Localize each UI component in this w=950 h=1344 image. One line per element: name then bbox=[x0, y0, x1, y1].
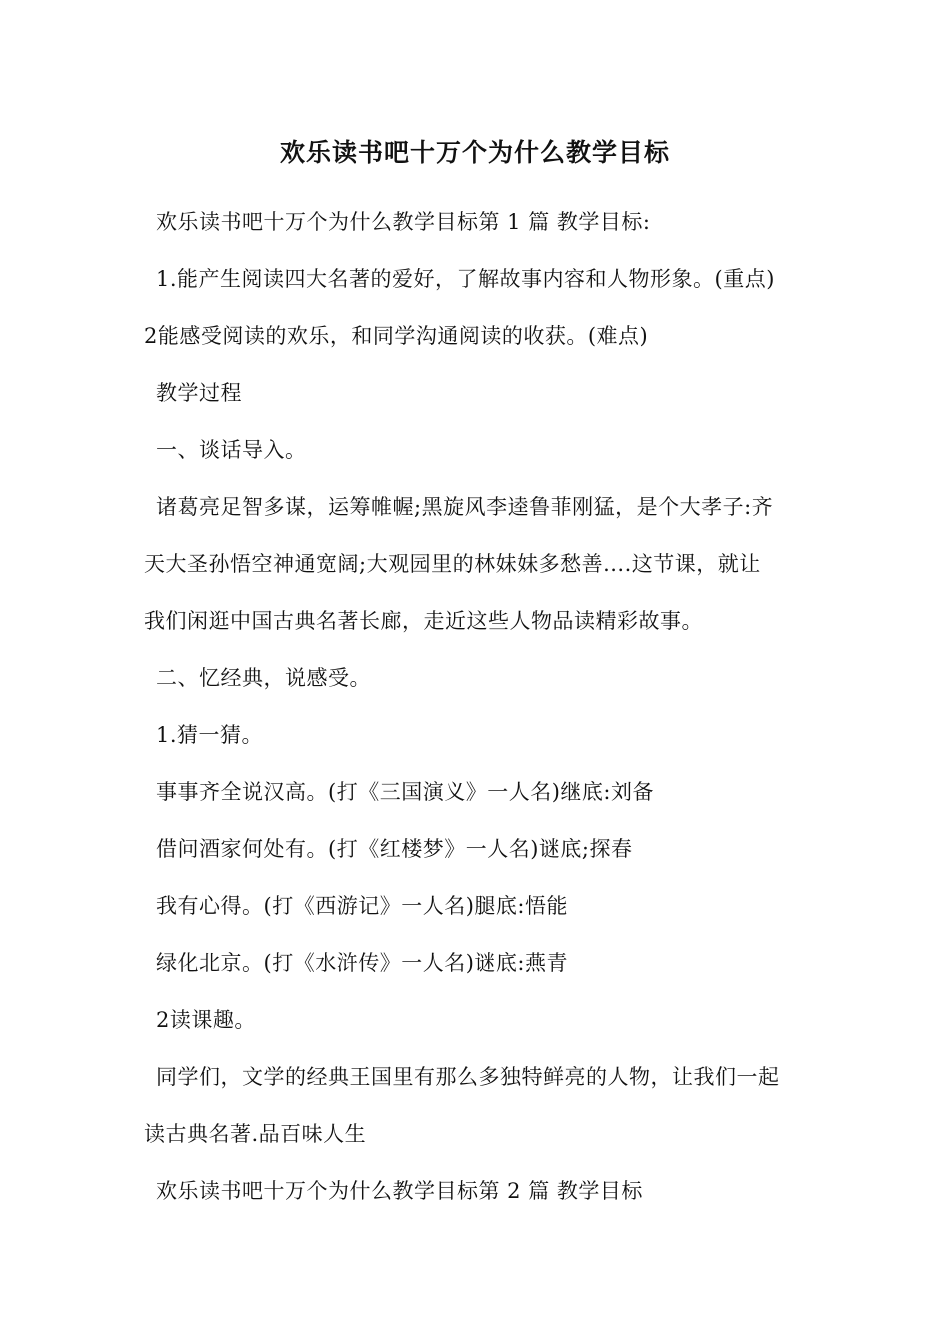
paragraph-line: 同学们，文学的经典王国里有那么多独特鲜亮的人物，让我们一起 bbox=[156, 1065, 780, 1089]
document-title: 欢乐读书吧十万个为什么教学目标 bbox=[279, 138, 670, 167]
paragraph-line: 我们闲逛中国古典名著长廊，走近这些人物品读精彩故事。 bbox=[144, 609, 703, 633]
section-heading-1: 欢乐读书吧十万个为什么教学目标第 1 篇 教学目标: bbox=[156, 210, 651, 234]
riddle-line: 绿化北京。(打《水浒传》一人名)谜底:燕青 bbox=[156, 951, 568, 975]
subsection-heading: 2读课趣。 bbox=[156, 1008, 256, 1032]
step-2-heading: 二、忆经典，说感受。 bbox=[156, 666, 371, 690]
paragraph-line: 读古典名著.品百味人生 bbox=[144, 1122, 367, 1146]
riddle-line: 我有心得。(打《西游记》一人名)腿底:悟能 bbox=[156, 894, 568, 918]
subsection-heading: 1.猜一猜。 bbox=[156, 723, 264, 747]
process-heading: 教学过程 bbox=[156, 381, 242, 405]
riddle-line: 借问酒家何处有。(打《红楼梦》一人名)谜底;探春 bbox=[156, 837, 633, 861]
paragraph-line: 天大圣孙悟空神通宽阔;大观园里的林妹妹多愁善....这节课，就让 bbox=[144, 552, 761, 576]
paragraph-line: 诸葛亮足智多谋，运筹帷幄;黑旋风李逵鲁菲刚猛，是个大孝子:齐 bbox=[156, 495, 774, 519]
step-1-heading: 一、谈话导入。 bbox=[156, 438, 307, 462]
riddle-line: 事事齐全说汉高。(打《三国演义》一人名)继底:刘备 bbox=[156, 780, 654, 804]
objective-2: 2能感受阅读的欢乐，和同学沟通阅读的收获。(难点) bbox=[144, 324, 649, 348]
objective-1: 1.能产生阅读四大名著的爱好，了解故事内容和人物形象。(重点) bbox=[156, 267, 775, 291]
section-heading-2: 欢乐读书吧十万个为什么教学目标第 2 篇 教学目标 bbox=[156, 1179, 643, 1203]
